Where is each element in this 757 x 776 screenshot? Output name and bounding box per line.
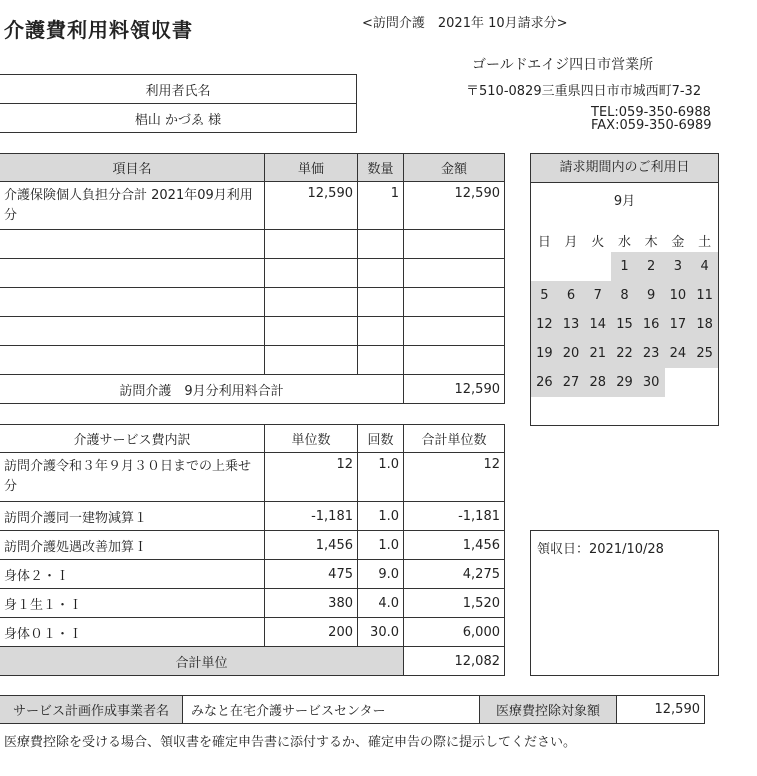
- calendar-day: 8: [611, 281, 638, 310]
- services-total-row: [0, 647, 505, 676]
- calendar-title: 請求期間内のご利用日: [531, 154, 718, 183]
- calendar-day: 5: [531, 281, 558, 310]
- company-name: ゴールドエイジ四日市営業所: [472, 57, 654, 73]
- service-units: 12: [265, 453, 358, 502]
- item-name: 介護保険個人負担分合計 2021年09月利用分: [0, 182, 265, 230]
- calendar-day: [584, 252, 611, 281]
- service-units: 200: [265, 618, 358, 647]
- calendar-day: [665, 368, 692, 397]
- service-count: 1.0: [358, 453, 404, 502]
- service-count: 1.0: [358, 502, 404, 531]
- planner-value: みなと在宅介護サービスセンター: [183, 696, 480, 724]
- service-count: 4.0: [358, 589, 404, 618]
- calendar-day: 24: [665, 339, 692, 368]
- item-qty: 1: [358, 182, 404, 230]
- calendar-day: 29: [611, 368, 638, 397]
- billing-subtitle: <訪問介護 2021年 10月請求分>: [362, 16, 568, 31]
- calendar-day: 30: [638, 368, 665, 397]
- table-row: [0, 589, 505, 618]
- calendar-day: 22: [611, 339, 638, 368]
- weekday-label: 日: [537, 234, 551, 250]
- calendar-day: [531, 252, 558, 281]
- calendar-day: 4: [691, 252, 718, 281]
- items-total-label: 訪問介護 9月分利用料合計: [0, 375, 404, 404]
- items-total-value: 12,590: [404, 375, 505, 404]
- receipt-date-box: [530, 530, 719, 676]
- services-total-value: 12,082: [404, 647, 505, 676]
- service-count: 9.0: [358, 560, 404, 589]
- calendar-day: 28: [584, 368, 611, 397]
- service-units: -1,181: [265, 502, 358, 531]
- service-total: -1,181: [404, 502, 505, 531]
- planner-label: サービス計画作成事業者名: [0, 696, 183, 724]
- user-name-label: 利用者氏名: [0, 75, 357, 104]
- services-header-units: 単位数: [265, 425, 358, 453]
- service-units: 475: [265, 560, 358, 589]
- calendar-day: 6: [558, 281, 585, 310]
- weekday-label: 火: [591, 234, 605, 250]
- item-price: 12,590: [265, 182, 358, 230]
- table-row-empty: [0, 346, 505, 375]
- services-table: [0, 424, 505, 676]
- weekday-label: 土: [698, 234, 712, 250]
- calendar-grid: [531, 228, 718, 397]
- calendar-day: 10: [665, 281, 692, 310]
- calendar-day: 9: [638, 281, 665, 310]
- calendar-day: 7: [584, 281, 611, 310]
- weekday-label: 金: [671, 234, 685, 250]
- service-total: 1,520: [404, 589, 505, 618]
- company-fax: FAX:059-350-6989: [591, 118, 712, 133]
- table-row: [0, 531, 505, 560]
- calendar-day: 12: [531, 310, 558, 339]
- calendar-day: 23: [638, 339, 665, 368]
- services-total-label: 合計単位: [0, 647, 404, 676]
- table-row-empty: [0, 288, 505, 317]
- service-count: 1.0: [358, 531, 404, 560]
- service-name: 訪問介護令和３年９月３０日までの上乗せ分: [0, 453, 265, 502]
- service-total: 4,275: [404, 560, 505, 589]
- deduction-label: 医療費控除対象額: [480, 696, 617, 724]
- service-name: 訪問介護同一建物減算１: [0, 502, 265, 531]
- items-total-row: [0, 375, 505, 404]
- user-name-value: 椙山 かづゑ 様: [0, 104, 357, 133]
- items-header-amount: 金額: [404, 154, 505, 182]
- calendar-day: 20: [558, 339, 585, 368]
- calendar-day: 16: [638, 310, 665, 339]
- calendar-day: 2: [638, 252, 665, 281]
- weekday-label: 木: [644, 234, 658, 250]
- calendar-day: 17: [665, 310, 692, 339]
- service-total: 1,456: [404, 531, 505, 560]
- deduction-value: 12,590: [617, 696, 705, 724]
- service-count: 30.0: [358, 618, 404, 647]
- table-row: [0, 618, 505, 647]
- calendar-box: [530, 153, 719, 426]
- receipt-date: 領収日：2021/10/28: [537, 542, 664, 557]
- table-row: [0, 453, 505, 502]
- services-header-name: 介護サービス費内訳: [0, 425, 265, 453]
- table-row-empty: [0, 317, 505, 346]
- calendar-day: 27: [558, 368, 585, 397]
- page-title: 介護費利用料領収書: [4, 18, 193, 42]
- calendar-day: [691, 368, 718, 397]
- calendar-day: 18: [691, 310, 718, 339]
- calendar-day: 21: [584, 339, 611, 368]
- table-row-empty: [0, 259, 505, 288]
- items-header-qty: 数量: [358, 154, 404, 182]
- service-units: 1,456: [265, 531, 358, 560]
- calendar-day: 25: [691, 339, 718, 368]
- service-total: 6,000: [404, 618, 505, 647]
- calendar-day: 3: [665, 252, 692, 281]
- weekday-label: 水: [617, 234, 631, 250]
- calendar-day: 19: [531, 339, 558, 368]
- calendar-day: 11: [691, 281, 718, 310]
- user-name-table: [0, 74, 357, 133]
- weekday-label: 月: [564, 234, 578, 250]
- calendar-day: 13: [558, 310, 585, 339]
- table-row: [0, 560, 505, 589]
- footer-table: [0, 695, 705, 724]
- service-name: 身体２・Ｉ: [0, 560, 265, 589]
- table-row-empty: [0, 230, 505, 259]
- services-header-total: 合計単位数: [404, 425, 505, 453]
- items-table: [0, 153, 505, 404]
- service-units: 380: [265, 589, 358, 618]
- calendar-day: 1: [611, 252, 638, 281]
- service-total: 12: [404, 453, 505, 502]
- service-name: 身１生１・Ｉ: [0, 589, 265, 618]
- table-row: [0, 502, 505, 531]
- item-amount: 12,590: [404, 182, 505, 230]
- items-header-name: 項目名: [0, 154, 265, 182]
- calendar-day: 14: [584, 310, 611, 339]
- company-tel: TEL:059-350-6988: [591, 105, 711, 120]
- service-name: 身体０１・Ｉ: [0, 618, 265, 647]
- table-row: [0, 182, 505, 230]
- service-name: 訪問介護処遇改善加算Ｉ: [0, 531, 265, 560]
- calendar-month: 9月: [613, 194, 636, 209]
- calendar-day: [558, 252, 585, 281]
- calendar-day: 26: [531, 368, 558, 397]
- services-header-count: 回数: [358, 425, 404, 453]
- footer-note: 医療費控除を受ける場合、領収書を確定申告書に添付するか、確定申告の際に提示してください。: [4, 735, 577, 750]
- calendar-day: 15: [611, 310, 638, 339]
- company-address: 〒510-0829三重県四日市市城西町7-32: [466, 84, 702, 99]
- items-header-price: 単価: [265, 154, 358, 182]
